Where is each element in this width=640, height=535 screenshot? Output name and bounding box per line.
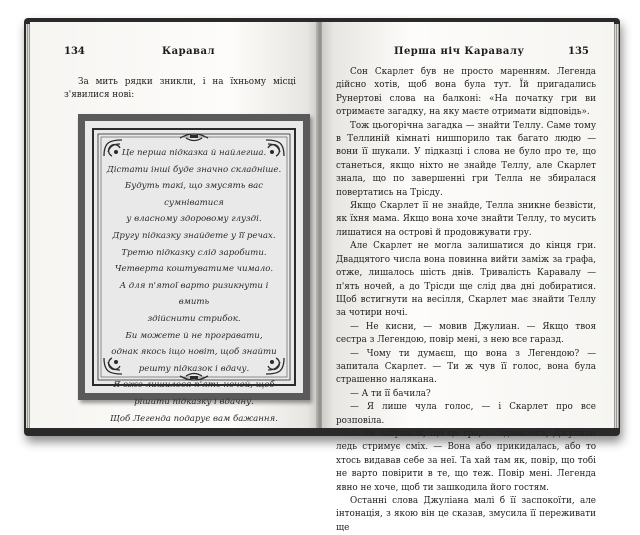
page-edges-right	[614, 24, 619, 428]
right-page	[322, 22, 614, 533]
left-running-header: Каравал	[162, 46, 216, 57]
paragraph: — Я лише чула голос, — і Скарлет про все розповіла.	[336, 402, 596, 426]
paragraph: — Чому ти думаєш, що вона з Легендою? — запитала Скарлет. — Ти ж чув її голос, вона була страшенно налякана.	[336, 348, 596, 386]
riddle-text	[103, 145, 285, 427]
paragraph: — Не кисни, — мовив Джулиан. — Якщо твоя сестра з Легендою, повір мені, з нею все гаразд.	[336, 321, 596, 346]
riddle-line: здійснити стрибок.	[147, 313, 241, 324]
paragraph: Сон Скарлет був не просто маренням. Легенда дійсно хотів, щоб вона була тут. Їй пригадались Рунертові слова на балконі: «На початку гри ви отримаєте загадку, на яку маєте отримати відповідь».	[336, 67, 596, 118]
riddle-line: рішити підказку і вдачну.	[134, 396, 254, 407]
riddle-line: А для п'ятої варто ризикнути і вмить	[119, 280, 269, 308]
paragraph: Останні слова Джуліана малі б її заспокоїти, але інтонація, з якою він це сказав, змусила її переживати ще	[336, 496, 596, 533]
scroll-plate-inner	[85, 121, 303, 424]
riddle-line: Це перша підказка й найлегша.	[121, 148, 267, 158]
riddle-line: однак якось іщо новіт, щоб знайти	[111, 347, 277, 358]
riddle-line: Третю підказку слід заробити.	[121, 247, 267, 258]
left-page-number: 134	[64, 46, 85, 57]
left-intro-text: За мить рядки зникли, і на їхньому місці з'явилися нові:	[64, 77, 296, 100]
riddle-line: Другу підказку знайдете у її речах.	[112, 230, 276, 241]
right-running-header: Перша ніч Каравалу	[394, 46, 525, 57]
right-body-text	[336, 66, 596, 535]
paragraph: Тож цьогорічна загадка — знайти Теллу. Саме тому в Теллиній кімнаті нишпорило так багато людю — вони її шукали. У підказці і слова не було про те, що станеться, якщо ніхто не знайде Теллу, але Скарлет знала, що по завершенні гри Телла не збиралася повертатись на Трісду.	[336, 120, 596, 198]
riddle-line: Щоб Легенда подарує вам бажання.	[110, 413, 278, 424]
paragraph: Але Скарлет не могла залишатися до кінця гри. Двадцятого числа вона повинна вийти заміж за графа, отже, лишалось шість днів. Тривалість Каравалу — п'ять ночей, а до Трісди ще слід два дні добиратися. Щоб встигнути на весілля, Скарлет має знайти Теллу за чотири ночі.	[336, 241, 596, 319]
scroll-plate	[78, 114, 310, 424]
riddle-line: Дістати інші буде значно складніше.	[106, 164, 282, 175]
right-page-number: 135	[568, 46, 589, 57]
riddle-line: Би можете й не програвати,	[125, 330, 263, 341]
riddle-line: Четверта коштуватиме чимало.	[114, 264, 274, 275]
open-book	[24, 18, 624, 533]
riddle-line: Я вже лишилося п'ять ночей, щоб	[113, 380, 275, 391]
riddle-line: у власному здоровому глузді.	[126, 214, 262, 225]
riddle-line: решту підказок і вдачу.	[138, 363, 250, 374]
riddle-line: Будуть такі, що змусять вас сумніватися	[124, 181, 264, 208]
paragraph: — А ти її бачила?	[350, 388, 431, 399]
paragraph: — Ти забуваєш, що це гра, — здавалося, Джулиан ледь стримує сміх. — Вона або прикидалась, або то хтось видавав себе за неї. Та хай там як, повір, що тобі не варто повірити в те, що теж. Повір мені. Легенда явно не хоче, щоб ти зашкодила його гостям.	[336, 428, 596, 493]
left-page	[30, 22, 318, 428]
paragraph: Якщо Скарлет її не знайде, Телла зникне безвісти, як їхня мама. Якщо вона хоче знайти Теллу, то мусить лишатися на острові й продовжувати гру.	[336, 201, 596, 238]
